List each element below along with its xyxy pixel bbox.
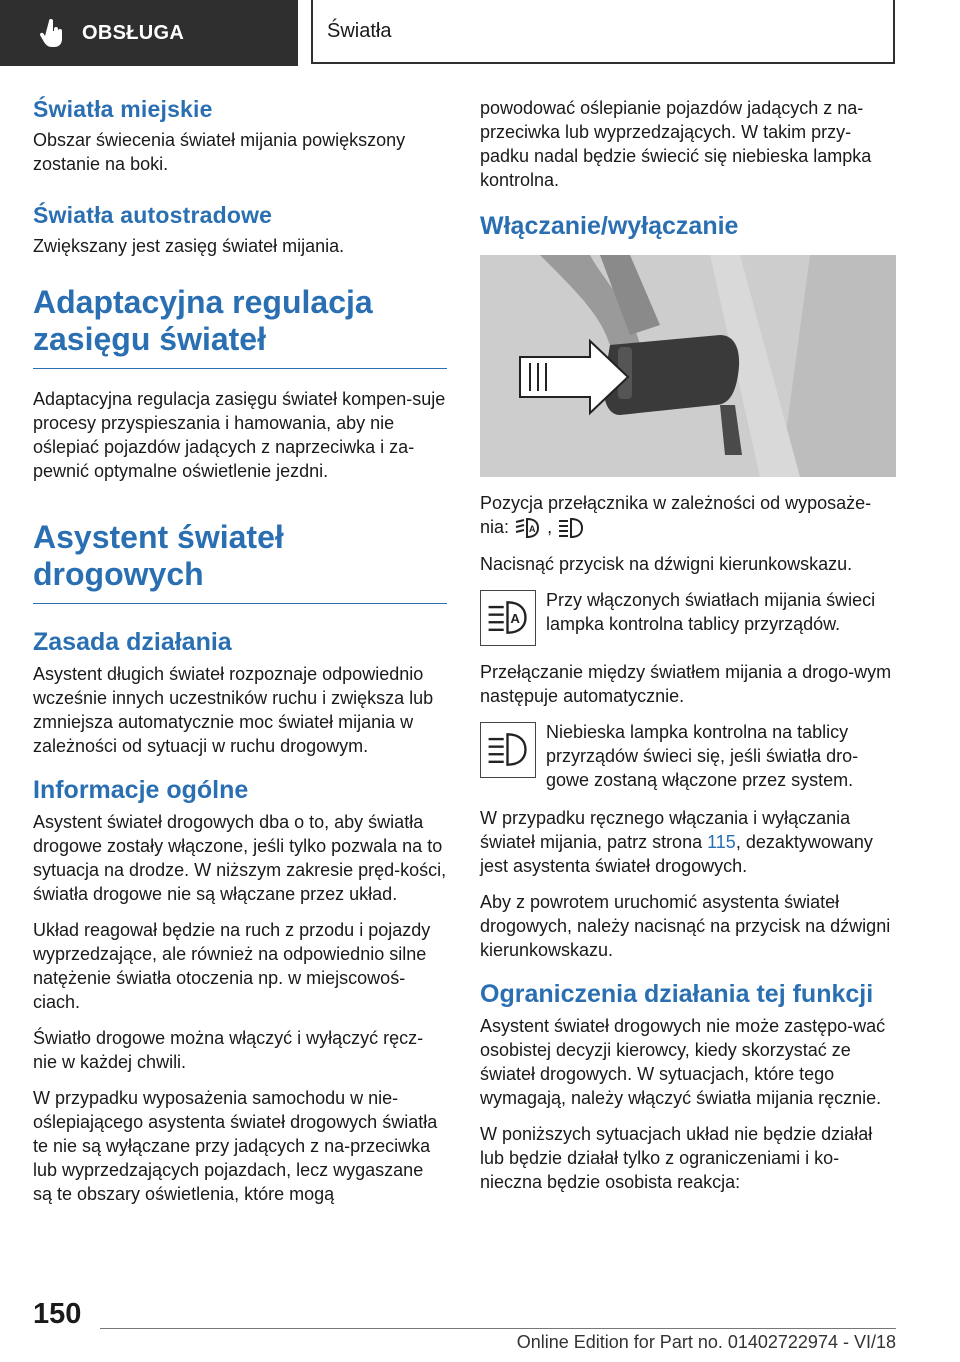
paragraph-general-4: W przypadku wyposażenia samochodu w nie-oślepiającego asystenta świateł drogowych światła te nie są wyłączane przy jadących z na-przeciwka lub wyprzedzających pojazdach, lecz wygaszane są te obszary oświetlenia, które mogą	[33, 1088, 438, 1204]
paragraph-continuation: powodować oślepianie pojazdów jadących z na-przeciwka lub wyprzedzających. W takim przy-padku nadal będzie świecić się niebieska lampka kontrolna.	[480, 98, 872, 190]
high-beam-assist-icon	[514, 516, 542, 540]
hand-pointer-icon	[36, 17, 68, 49]
svg-text:A: A	[510, 611, 520, 627]
note-indicator-1	[480, 588, 896, 646]
note-indicator-2	[480, 720, 896, 792]
paragraph-general-3: Światło drogowe można włączyć i wyłączyć ręcz-nie w każdej chwili.	[33, 1028, 424, 1072]
chapter-label: Światła	[327, 19, 392, 42]
note-indicator-2-text: Niebieska lampka kontrolna na tablicy przyrządów świeci się, jeśli światła dro-gowe zostaną włączone przez system.	[546, 722, 859, 791]
heading-principle: Zasada działania	[33, 628, 232, 656]
turn-signal-lever-image	[480, 255, 896, 477]
page-header	[0, 0, 960, 68]
paragraph-motorway-lights: Zwiększany jest zasięg świateł mijania.	[33, 236, 345, 256]
high-beam-assist-indicator-icon	[480, 590, 536, 646]
paragraph-limitations-1: Asystent świateł drogowych nie może zastępo-wać osobistej decyzji kierowcy, kiedy skorzystać ze świateł drogowych. W sytuacjach, które tego wymagają, należy włączyć światła mijania ręcznie.	[480, 1016, 886, 1109]
heading-general-info: Informacje ogólne	[33, 776, 249, 804]
heading-motorway-lights: Światła autostradowe	[33, 202, 273, 228]
paragraph-limitations-2: W poniższych sytuacjach układ nie będzie działał lub będzie działał tylko z ograniczeniami i ko-nieczna będzie osobista reakcja:	[480, 1124, 873, 1193]
page-reference-link[interactable]: 115	[707, 832, 736, 853]
section-label: OBSŁUGA	[82, 21, 185, 44]
heading-high-beam-assistant: Asystent świateł drogowych	[33, 519, 447, 604]
page-number: 150	[33, 1298, 82, 1330]
heading-on-off: Włączanie/wyłączanie	[480, 212, 739, 240]
paragraph-restart: Aby z powrotem uruchomić asystenta świateł drogowych, należy nacisnąć na przycisk na dźwigni kierunkowskazu.	[480, 892, 891, 961]
heading-limitations: Ograniczenia działania tej funkcji	[480, 980, 874, 1009]
paragraph-principle: Asystent długich świateł rozpoznaje odpowiednio wcześnie innych uczestników ruchu i zwiększa lub zmniejsza automatycznie moc świateł mijania w zależności od sytuacji w ruchu drogowym.	[33, 664, 434, 756]
heading-city-lights: Światła miejskie	[33, 96, 213, 122]
paragraph-city-lights: Obszar świecenia świateł mijania powiększony zostanie na boki.	[33, 130, 406, 174]
lever-illustration	[480, 255, 896, 477]
heading-adaptive-range: Adaptacyjna regulacja zasięgu świateł	[33, 284, 447, 369]
high-beam-icon	[557, 516, 585, 540]
chapter-tab	[311, 0, 895, 64]
footer-divider	[100, 1328, 896, 1329]
right-column	[480, 96, 896, 1206]
footer-edition: Online Edition for Part no. 01402722974 - VI/18	[516, 1332, 896, 1352]
paragraph-general-1: Asystent świateł drogowych dba o to, aby światła drogowe zostały włączone, jeśli tylko pozwala na to sytuacja na drodze. W niższym zakresie pręd-kości, światła drogowe nie są włączane przez układ.	[33, 812, 447, 904]
paragraph-general-2: Układ reagował będzie na ruch z przodu i pojazdy wyprzedzające, ale również na odpowiednio silne natężenie światła otoczenia np. w miejscowoś-ciach.	[33, 920, 431, 1012]
paragraph-manual-switching: W przypadku ręcznego włączania i wyłączania świateł mijania, patrz strona 115, dezaktywowany jest asystenta świateł drogowych.	[480, 808, 873, 877]
paragraph-auto-switching: Przełączanie między światłem mijania a drogo-wym następuje automatycznie.	[480, 662, 892, 707]
paragraph-switch-position: Pozycja przełącznika w zależności od wyposaże-nia: A ,	[480, 491, 896, 540]
paragraph-press-button: Nacisnąć przycisk na dźwigni kierunkowskazu.	[480, 554, 853, 575]
high-beam-indicator-icon	[480, 722, 536, 778]
section-tab	[0, 0, 298, 66]
paragraph-adaptive-range: Adaptacyjna regulacja zasięgu świateł kompen-suje procesy przyspieszania i hamowania, aby nie oślepiać pojazdów jadących z naprzeciwka i za-pewnić optymalne oświetlenie jezdni.	[33, 389, 446, 481]
left-column	[33, 96, 447, 1218]
note-indicator-1-text: Przy włączonych światłach mijania świeci lampka kontrolna tablicy przyrządów.	[546, 590, 876, 635]
svg-text:A: A	[529, 524, 536, 535]
